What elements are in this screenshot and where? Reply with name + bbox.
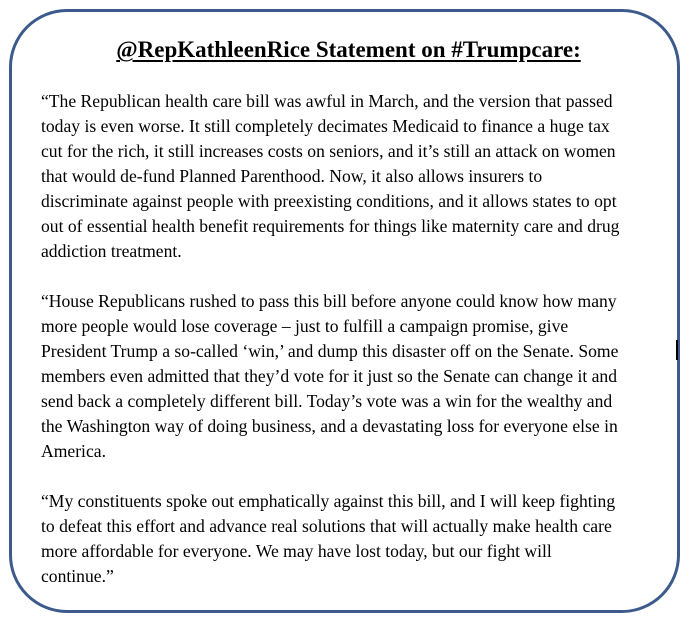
text-line: “My constituents spoke out emphatically against this bill, and I will keep fighting: [41, 491, 616, 511]
paragraph-1: [41, 89, 681, 264]
text-line: send back a completely different bill. Today’s vote was a win for the wealthy and: [41, 391, 613, 411]
text-line: to defeat this effort and advance real solutions that will actually make health care: [41, 516, 612, 536]
text-line: members even admitted that they’d vote for it just so the Senate can change it and: [41, 366, 618, 386]
text-line: cut for the rich, it still increases costs on seniors, and it’s still an attack on women: [41, 141, 616, 161]
text-line: the Washington way of doing business, and a devastating loss for everyone else in: [41, 416, 618, 436]
text-line: discriminate against people with preexisting conditions, and it allows states to opt: [41, 191, 617, 211]
statement-title: @RepKathleenRice Statement on #Trumpcare:: [116, 37, 581, 62]
text-line: today is even worse. It still completely decimates Medicaid to finance a huge tax: [41, 116, 610, 136]
text-line: that would de-fund Planned Parenthood. Now, it also allows insurers to: [41, 166, 543, 186]
text-line: America.: [41, 441, 106, 461]
text-line: “House Republicans rushed to pass this bill before anyone could know how many: [41, 291, 617, 311]
statement-body: [41, 89, 681, 614]
text-cursor: [676, 340, 678, 360]
text-line: addiction treatment.: [41, 241, 182, 261]
paragraph-2: [41, 289, 681, 464]
text-line: out of essential health benefit requirements for things like maternity care and drug: [41, 216, 620, 236]
text-line: more affordable for everyone. We may have lost today, but our fight will: [41, 541, 552, 561]
text-line: “The Republican health care bill was awful in March, and the version that passed: [41, 91, 613, 111]
text-line: continue.”: [41, 566, 114, 586]
paragraph-3: [41, 489, 681, 589]
text-line: more people would lose coverage – just to fulfill a campaign promise, give: [41, 316, 569, 336]
text-line: President Trump a so-called ‘win,’ and dump this disaster off on the Senate. Some: [41, 341, 619, 361]
